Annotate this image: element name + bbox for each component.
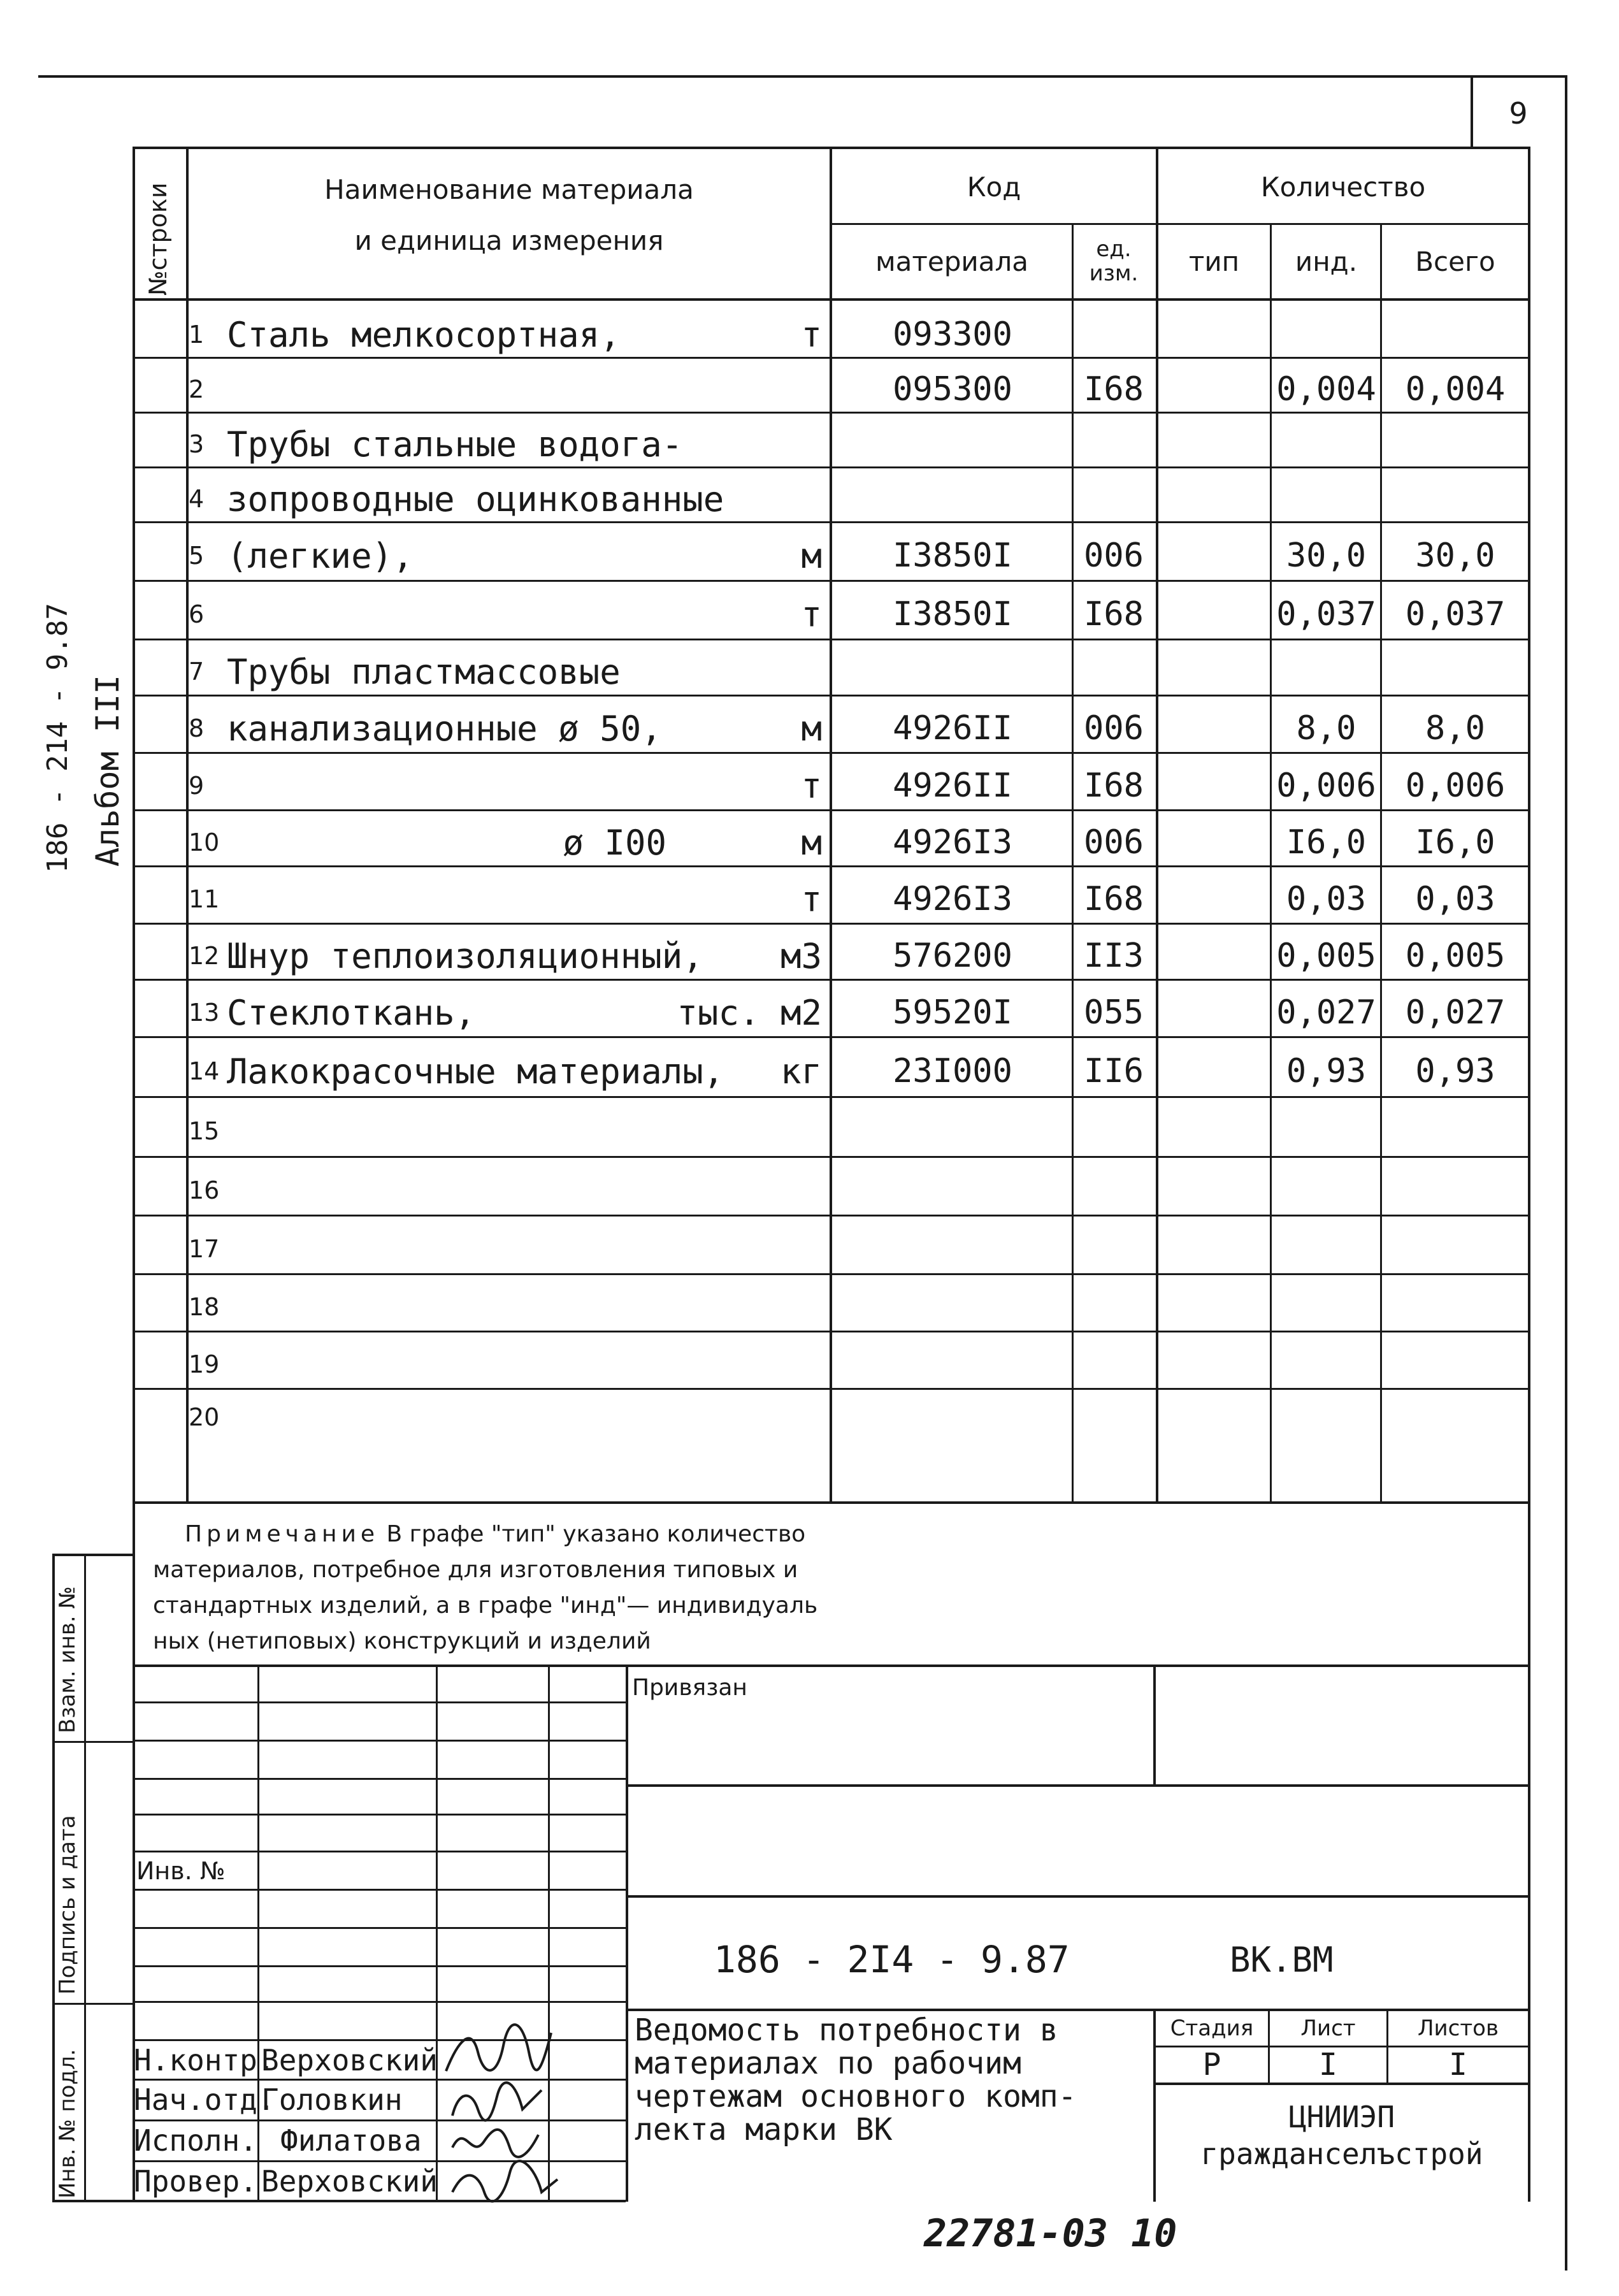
header-name: Наименование материала — [324, 173, 694, 205]
unit-code: II6 — [1084, 1052, 1144, 1090]
person-role-1: Н.контр. — [134, 2043, 275, 2077]
row-separator — [133, 357, 1530, 359]
row-separator — [133, 752, 1530, 754]
qty-individual: 0,93 — [1286, 1052, 1367, 1090]
row-number: 6 — [189, 600, 205, 628]
header-row-number: №строки — [144, 182, 172, 296]
material-unit — [650, 1220, 822, 1278]
qty-total — [1383, 1220, 1528, 1278]
note-line-1 — [153, 1517, 1236, 1552]
qty-total — [1383, 307, 1528, 362]
unit-code: 055 — [1084, 993, 1144, 1032]
person-name-3: Филатова — [280, 2123, 422, 2158]
signature-4 — [446, 2154, 561, 2205]
qty-total: 0,037 — [1405, 595, 1506, 633]
qty-individual: I6,0 — [1286, 823, 1367, 862]
material-name: Трубы стальные водога- — [227, 424, 683, 465]
top-border-line — [38, 75, 1567, 78]
margin-top — [52, 1554, 135, 1556]
material-code — [835, 1161, 1070, 1220]
qty-total — [1383, 417, 1528, 472]
row-number: 17 — [189, 1235, 220, 1263]
qty-individual: 0,005 — [1276, 937, 1376, 975]
material-code — [835, 1336, 1070, 1393]
material-unit: м — [801, 535, 822, 576]
qty-total: I6,0 — [1415, 823, 1495, 862]
qty-type — [1158, 307, 1270, 362]
qty-individual — [1272, 1161, 1380, 1220]
material-code — [835, 472, 1070, 526]
stage-value: Р — [1202, 2047, 1221, 2083]
row-number: 10 — [189, 828, 220, 856]
stage-label: Стадия — [1170, 2016, 1254, 2041]
qty-individual — [1272, 472, 1380, 526]
header-q-ind: инд. — [1295, 245, 1358, 277]
unit-code — [1074, 1161, 1153, 1220]
row-number: 2 — [189, 375, 205, 403]
qty-type — [1158, 1161, 1270, 1220]
material-name: Лакокрасочные материалы, — [227, 1051, 724, 1092]
grid-row-7 — [133, 1927, 627, 1929]
qty-individual — [1272, 644, 1380, 700]
doc-title-line-1: Ведомость потребности в — [635, 2012, 1058, 2048]
stage-value-bottom — [1153, 2083, 1529, 2085]
material-code: 4926I3 — [893, 823, 1012, 862]
qty-type — [1158, 1278, 1270, 1336]
qty-total: 0,005 — [1405, 937, 1506, 975]
row-separator — [133, 809, 1530, 811]
grid-row-6 — [133, 1889, 627, 1891]
row-separator — [133, 1273, 1530, 1275]
person-role-3: Исполн. — [134, 2123, 257, 2158]
header-name-line2: и единица измерения — [354, 224, 664, 256]
doc-code: 186 - 2I4 - 9.87 — [714, 1938, 1070, 1981]
row-separator — [133, 923, 1530, 925]
unit-code — [1074, 1278, 1153, 1336]
material-code: 095300 — [893, 370, 1012, 408]
side-doc-code: 186 - 214 - 9.87 — [41, 603, 74, 873]
qty-type — [1158, 1101, 1270, 1161]
qty-individual: 8,0 — [1296, 709, 1356, 747]
material-unit — [650, 417, 822, 472]
row-number: 4 — [189, 485, 205, 513]
note-lead: Примечание — [185, 1521, 380, 1547]
margin-label-podpis: Подпись и дата — [55, 1815, 80, 1995]
material-name: Сталь мелкосортная, — [227, 314, 621, 355]
qty-type — [1158, 1220, 1270, 1278]
person-name-1: Верховский — [261, 2043, 438, 2077]
qty-type — [1158, 1336, 1270, 1393]
material-name — [227, 870, 724, 928]
material-code: 4926II — [893, 709, 1012, 747]
unit-code: 006 — [1084, 537, 1144, 575]
unit-code — [1074, 1101, 1153, 1161]
row-number: 16 — [189, 1176, 220, 1204]
qty-total: 0,027 — [1405, 993, 1506, 1032]
qty-type — [1158, 814, 1270, 870]
col-ind-right — [1380, 224, 1382, 1503]
qty-type — [1158, 644, 1270, 700]
org-line-2: гражданселъстрой — [1200, 2137, 1483, 2171]
qty-total — [1383, 1101, 1528, 1161]
row-number: 19 — [189, 1350, 220, 1378]
qty-type — [1158, 928, 1270, 984]
row-separator — [133, 639, 1530, 640]
col-code-right — [1072, 224, 1074, 1503]
row-separator — [133, 412, 1530, 414]
qty-individual — [1272, 1336, 1380, 1393]
material-unit: м — [801, 708, 822, 749]
header-sub-line — [830, 223, 1529, 225]
doc-title-line-3: чертежам основного комп- — [635, 2079, 1077, 2114]
qty-individual — [1272, 307, 1380, 362]
row-number: 3 — [189, 430, 205, 458]
note-line-2: материалов, потребное для изготовления типовых и — [153, 1557, 798, 1583]
table-top-border — [133, 147, 1530, 149]
col-tip-right — [1270, 224, 1272, 1503]
qty-individual: 0,03 — [1286, 880, 1367, 918]
qty-total: 8,0 — [1425, 709, 1485, 747]
inv-no-label: Инв. № — [136, 1857, 226, 1885]
person-role-4: Провер. — [134, 2164, 257, 2199]
margin-label-vzam: Взам. инв. № — [55, 1586, 80, 1733]
qty-individual: 30,0 — [1286, 537, 1367, 575]
material-code — [835, 1393, 1070, 1441]
unit-code — [1074, 1336, 1153, 1393]
archive-number: 22781-03 10 — [924, 2211, 1177, 2256]
qty-type — [1158, 984, 1270, 1041]
unit-code: I68 — [1084, 767, 1144, 805]
row-number: 14 — [189, 1057, 220, 1085]
note-line-1-rest: В графе "тип" указано количество — [379, 1521, 806, 1547]
material-code — [835, 1101, 1070, 1161]
table-body-bottom — [133, 1501, 1530, 1504]
row-number: 9 — [189, 772, 205, 800]
qty-total — [1383, 1336, 1528, 1393]
row-separator — [133, 1331, 1530, 1332]
material-unit — [650, 1278, 822, 1336]
qty-individual: 0,027 — [1276, 993, 1376, 1032]
grid-row-1 — [133, 1701, 627, 1703]
qty-type — [1158, 585, 1270, 644]
material-unit: т — [801, 879, 822, 920]
material-code: 4926II — [893, 767, 1012, 805]
grid-row-2 — [133, 1740, 627, 1742]
material-name — [227, 362, 724, 417]
margin-div-2 — [52, 2003, 135, 2005]
table-rightmost-border — [1528, 147, 1530, 1505]
material-unit — [650, 1161, 822, 1220]
qty-type — [1158, 700, 1270, 757]
side-album-label: Альбом III — [89, 674, 126, 867]
row-number: 13 — [189, 999, 220, 1027]
stamp-top — [133, 1664, 1530, 1667]
qty-total: 0,006 — [1405, 767, 1506, 805]
material-unit: м3 — [780, 935, 822, 976]
unit-code: 006 — [1084, 823, 1144, 862]
material-code — [835, 417, 1070, 472]
material-name: Трубы пластмассовые — [227, 651, 621, 692]
col-name-right — [830, 147, 832, 1503]
grid-row-4 — [133, 1814, 627, 1816]
qty-type — [1158, 1393, 1270, 1441]
unit-code — [1074, 417, 1153, 472]
qty-total — [1383, 1278, 1528, 1336]
unit-code: II3 — [1084, 937, 1144, 975]
sheet-label: Лист — [1300, 2016, 1356, 2041]
material-unit: т — [801, 314, 822, 355]
material-code: 59520I — [893, 993, 1012, 1032]
header-code-material: материала — [875, 245, 1028, 277]
qty-total — [1383, 1393, 1528, 1441]
material-code: I3850I — [893, 537, 1012, 575]
row-number: 7 — [189, 658, 205, 686]
material-name — [227, 1278, 724, 1336]
qty-total: 0,03 — [1415, 880, 1495, 918]
unit-code — [1074, 644, 1153, 700]
material-unit — [650, 1101, 822, 1161]
right-border-line — [1565, 75, 1567, 2271]
privyazan-label: Привязан — [632, 1674, 747, 1701]
qty-type — [1158, 1041, 1270, 1101]
material-unit — [650, 1393, 822, 1441]
material-unit — [650, 362, 822, 417]
qty-individual — [1272, 1101, 1380, 1161]
qty-individual: 0,037 — [1276, 595, 1376, 633]
grid-row-5 — [133, 1851, 627, 1852]
qty-type — [1158, 757, 1270, 814]
unit-code — [1074, 472, 1153, 526]
row-separator — [133, 580, 1530, 582]
person-name-4: Верховский — [261, 2164, 438, 2199]
material-unit — [650, 472, 822, 526]
row-number: 15 — [189, 1117, 220, 1145]
material-name — [227, 757, 724, 814]
row-number: 5 — [189, 542, 205, 570]
qty-individual — [1272, 417, 1380, 472]
row-number: 12 — [189, 942, 220, 970]
doc-mark: ВК.ВМ — [1230, 1939, 1334, 1980]
sheets-value: I — [1449, 2047, 1467, 2083]
qty-individual: 0,004 — [1276, 370, 1376, 408]
material-name — [227, 1336, 724, 1393]
material-unit: кг — [780, 1051, 822, 1092]
material-name: зопроводные оцинкованные — [227, 479, 724, 519]
material-code: 576200 — [893, 937, 1012, 975]
qty-type — [1158, 472, 1270, 526]
qty-type — [1158, 526, 1270, 585]
qty-total — [1383, 1161, 1528, 1220]
privyazan-divider — [1153, 1664, 1156, 1786]
stamp-right-border — [1528, 1503, 1530, 2202]
doc-title-line-4: лекта марки ВК — [635, 2112, 893, 2148]
row-number: 18 — [189, 1293, 220, 1321]
unit-code: I68 — [1084, 880, 1144, 918]
row-number: 1 — [189, 321, 205, 349]
row-separator — [133, 1096, 1530, 1098]
qty-individual: 0,006 — [1276, 767, 1376, 805]
row-separator — [133, 865, 1530, 867]
header-q-type: тип — [1188, 245, 1240, 277]
row-separator — [133, 979, 1530, 981]
row-separator — [133, 1156, 1530, 1158]
qty-total: 30,0 — [1415, 537, 1495, 575]
row-separator — [133, 695, 1530, 697]
material-unit: т — [801, 594, 822, 635]
row-number: 20 — [189, 1403, 220, 1431]
margin-label-inv: Инв. № подл. — [55, 2049, 80, 2199]
qty-type — [1158, 417, 1270, 472]
note-block — [153, 1517, 1236, 1659]
material-name: канализационные ø 50, — [227, 708, 662, 749]
qty-individual — [1272, 1220, 1380, 1278]
row-separator — [133, 1215, 1530, 1217]
material-code: 4926I3 — [893, 880, 1012, 918]
row-number: 8 — [189, 714, 205, 742]
qty-individual — [1272, 1278, 1380, 1336]
qty-total: 0,93 — [1415, 1052, 1495, 1090]
unit-code — [1074, 1393, 1153, 1441]
note-line-3: стандартных изделий, а в графе "инд"— индивидуаль — [153, 1592, 818, 1619]
material-name: Шнур теплоизоляционный, — [227, 935, 703, 976]
material-name — [227, 1161, 724, 1220]
margin-col-inner — [84, 1555, 86, 2202]
material-name — [227, 1220, 724, 1278]
unit-code — [1074, 1220, 1153, 1278]
row-separator — [133, 1036, 1530, 1038]
grid-row-8 — [133, 1965, 627, 1967]
material-code — [835, 1220, 1070, 1278]
material-code: 23I000 — [893, 1052, 1012, 1090]
grid-row-9 — [133, 2001, 627, 2003]
doc-title-line-2: материалах по рабочим — [635, 2046, 1021, 2081]
qty-type — [1158, 362, 1270, 417]
material-code: I3850I — [893, 595, 1012, 633]
person-role-2: Нач.отд. — [134, 2083, 275, 2117]
material-unit — [650, 644, 822, 700]
material-name — [227, 1393, 724, 1441]
qty-total — [1383, 644, 1528, 700]
sheet-value: I — [1319, 2047, 1337, 2083]
note-line-4: ных (нетиповых) конструкций и изделий — [153, 1628, 651, 1654]
page-number: 9 — [1509, 96, 1528, 131]
person-name-2: Головкин — [261, 2083, 403, 2117]
grid-row-3 — [133, 1778, 627, 1780]
qty-type — [1158, 870, 1270, 928]
header-code-unit: ед. изм. — [1089, 236, 1139, 286]
sheets-label: Листов — [1417, 2016, 1499, 2041]
org-line-1: ЦНИИЭП — [1288, 2100, 1395, 2134]
margin-div-1 — [52, 1741, 135, 1743]
material-name — [227, 1101, 724, 1161]
signature-1 — [440, 2014, 554, 2084]
unit-code: I68 — [1084, 595, 1144, 633]
code-row-top — [626, 1895, 1530, 1898]
table-left-border — [133, 147, 135, 2202]
qty-individual — [1272, 1393, 1380, 1441]
material-name: Стеклоткань, — [227, 992, 476, 1033]
grid-row-12 — [133, 2119, 627, 2121]
doc-title — [635, 2014, 1077, 2146]
row-separator — [133, 466, 1530, 468]
row-separator — [133, 521, 1530, 523]
row-number: 11 — [189, 885, 220, 913]
header-code: Код — [967, 171, 1021, 203]
material-name — [227, 585, 724, 644]
row-separator — [133, 1388, 1530, 1390]
header-bottom-line — [133, 298, 1530, 301]
header-quantity: Количество — [1260, 171, 1426, 203]
material-name: ø I00 — [563, 822, 666, 863]
header-q-total: Всего — [1415, 245, 1495, 277]
material-unit: м — [801, 822, 822, 863]
privyazan-bottom — [626, 1784, 1530, 1787]
unit-code: 006 — [1084, 709, 1144, 747]
material-code — [835, 644, 1070, 700]
qty-total — [1383, 472, 1528, 526]
material-unit: тыс. м2 — [677, 992, 822, 1033]
qty-total: 0,004 — [1405, 370, 1506, 408]
material-code: 093300 — [893, 315, 1012, 354]
unit-code: I68 — [1084, 370, 1144, 408]
material-name: (легкие), — [227, 535, 414, 576]
unit-code — [1074, 307, 1153, 362]
material-code — [835, 1278, 1070, 1336]
material-unit — [650, 1336, 822, 1393]
material-unit: т — [801, 765, 822, 806]
